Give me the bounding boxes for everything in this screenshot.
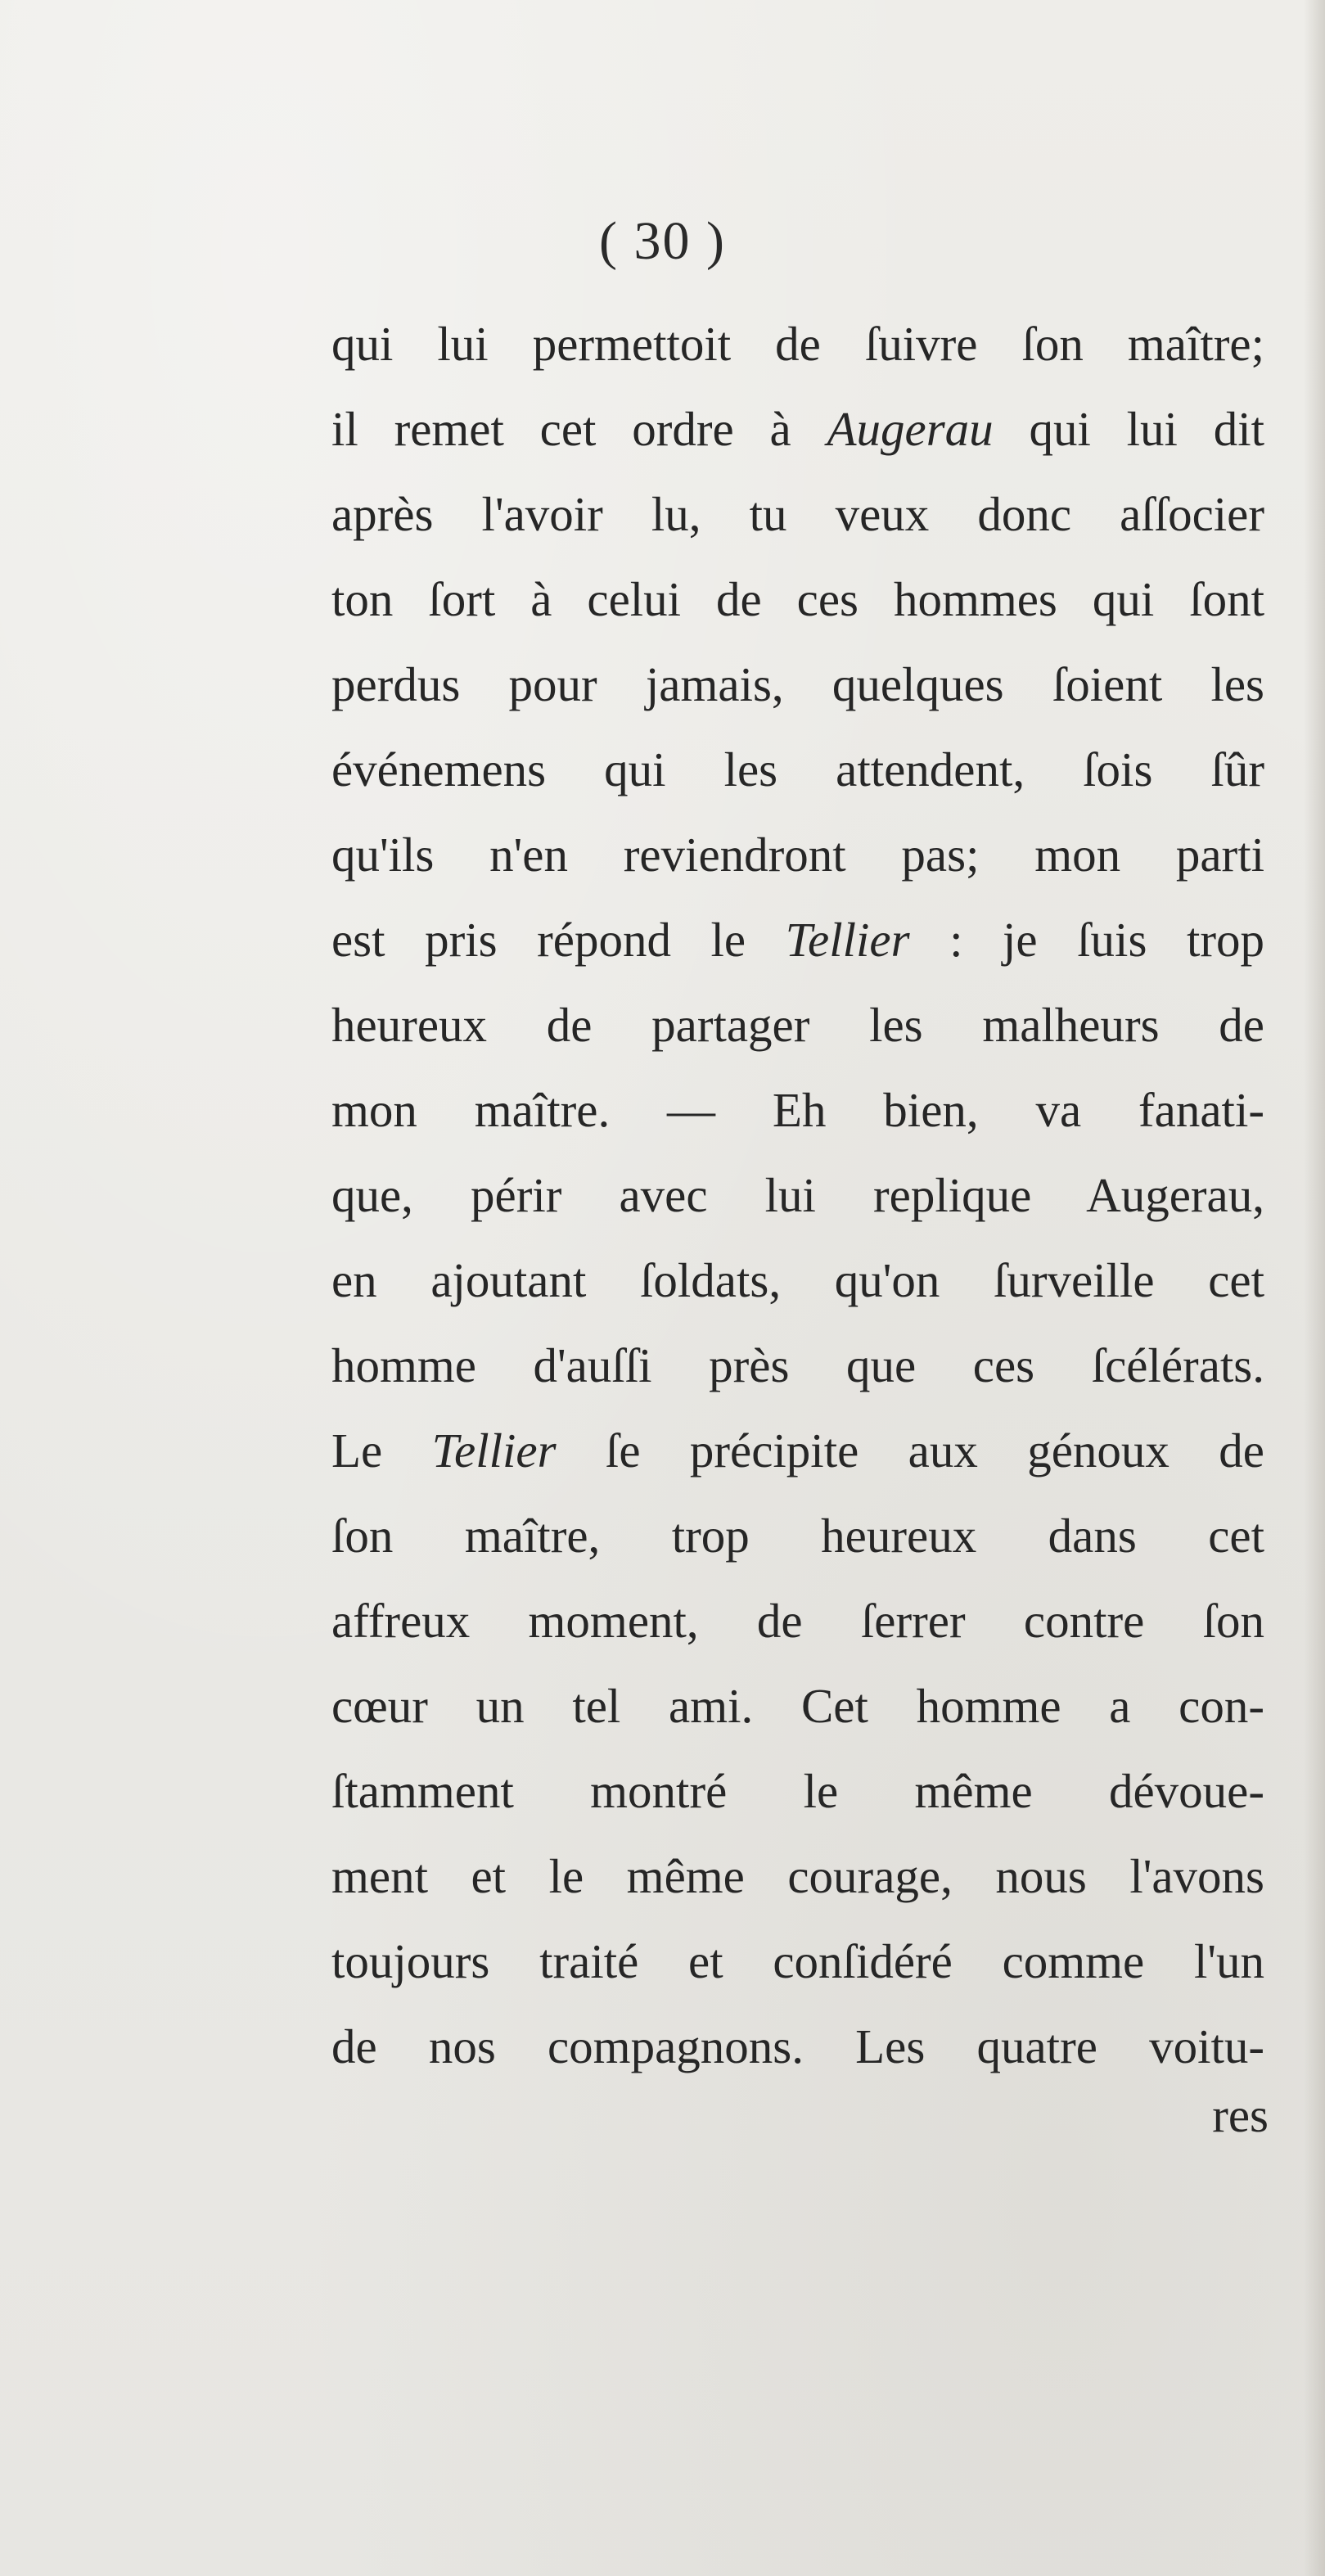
text-segment: ment et le même courage, nous l'avons xyxy=(331,1849,1264,1903)
text-line xyxy=(331,1578,1264,1663)
text-segment: cœur un tel ami. Cet homme a con- xyxy=(331,1679,1264,1733)
text-line xyxy=(331,301,1264,386)
page-edge-shadow xyxy=(1304,0,1325,2576)
text-segment: : je ſuis trop xyxy=(909,913,1264,967)
text-line xyxy=(331,1408,1264,1493)
text-line xyxy=(331,2004,1264,2089)
italic-name: Augerau xyxy=(827,402,994,456)
text-segment: ſtamment montré le même dévoue- xyxy=(331,1764,1264,1818)
text-line xyxy=(331,812,1264,897)
text-line xyxy=(331,1748,1264,1834)
text-line xyxy=(331,1323,1264,1408)
text-segment: il remet cet ordre à xyxy=(331,402,827,456)
text-line xyxy=(331,386,1264,471)
text-line xyxy=(331,1493,1264,1578)
text-segment: en ajoutant ſoldats, qu'on ſurveille cet xyxy=(331,1253,1264,1307)
text-segment: affreux moment, de ſerrer contre ſon xyxy=(331,1594,1264,1648)
text-segment: qu'ils n'en reviendront pas; mon parti xyxy=(331,828,1264,882)
text-segment: heureux de partager les malheurs de xyxy=(331,998,1264,1052)
text-segment: que, périr avec lui replique Augerau, xyxy=(331,1168,1264,1222)
text-segment: qui lui dit xyxy=(993,402,1264,456)
text-segment: de nos compagnons. Les quatre voitu- xyxy=(331,2019,1264,2073)
text-segment: toujours traité et conſidéré comme l'un xyxy=(331,1934,1264,1988)
text-segment: perdus pour jamais, quelques ſoient les xyxy=(331,657,1264,711)
italic-name: Tellier xyxy=(431,1423,557,1477)
text-line xyxy=(331,1834,1264,1919)
text-line xyxy=(331,1067,1264,1153)
text-segment: homme d'auſſi près que ces ſcélérats. xyxy=(331,1338,1264,1392)
text-line xyxy=(331,557,1264,642)
text-line xyxy=(331,471,1264,557)
text-line xyxy=(331,1663,1264,1748)
text-segment: est pris répond le xyxy=(331,913,786,967)
text-segment: après l'avoir lu, tu veux donc aſſocier xyxy=(331,487,1264,541)
text-line xyxy=(331,1153,1264,1238)
text-segment: ton ſort à celui de ces hommes qui ſont xyxy=(331,572,1264,626)
text-segment: ſe précipite aux génoux de xyxy=(556,1423,1264,1477)
body-text xyxy=(331,301,1264,2089)
catchword: res xyxy=(1212,2088,1269,2142)
text-segment: qui lui permettoit de ſuivre ſon maître; xyxy=(331,317,1264,371)
text-segment: événemens qui les attendent, ſois ſûr xyxy=(331,742,1264,796)
text-segment: Le xyxy=(331,1423,432,1477)
text-line xyxy=(331,897,1264,982)
page-number: ( 30 ) xyxy=(599,211,726,271)
italic-name: Tellier xyxy=(785,913,910,967)
text-line xyxy=(331,1919,1264,2004)
text-line xyxy=(331,642,1264,727)
text-line xyxy=(331,1238,1264,1323)
text-segment: ſon maître, trop heureux dans cet xyxy=(331,1509,1264,1563)
text-line xyxy=(331,982,1264,1067)
text-segment: mon maître. — Eh bien, va fanati- xyxy=(331,1083,1264,1137)
text-line xyxy=(331,727,1264,812)
